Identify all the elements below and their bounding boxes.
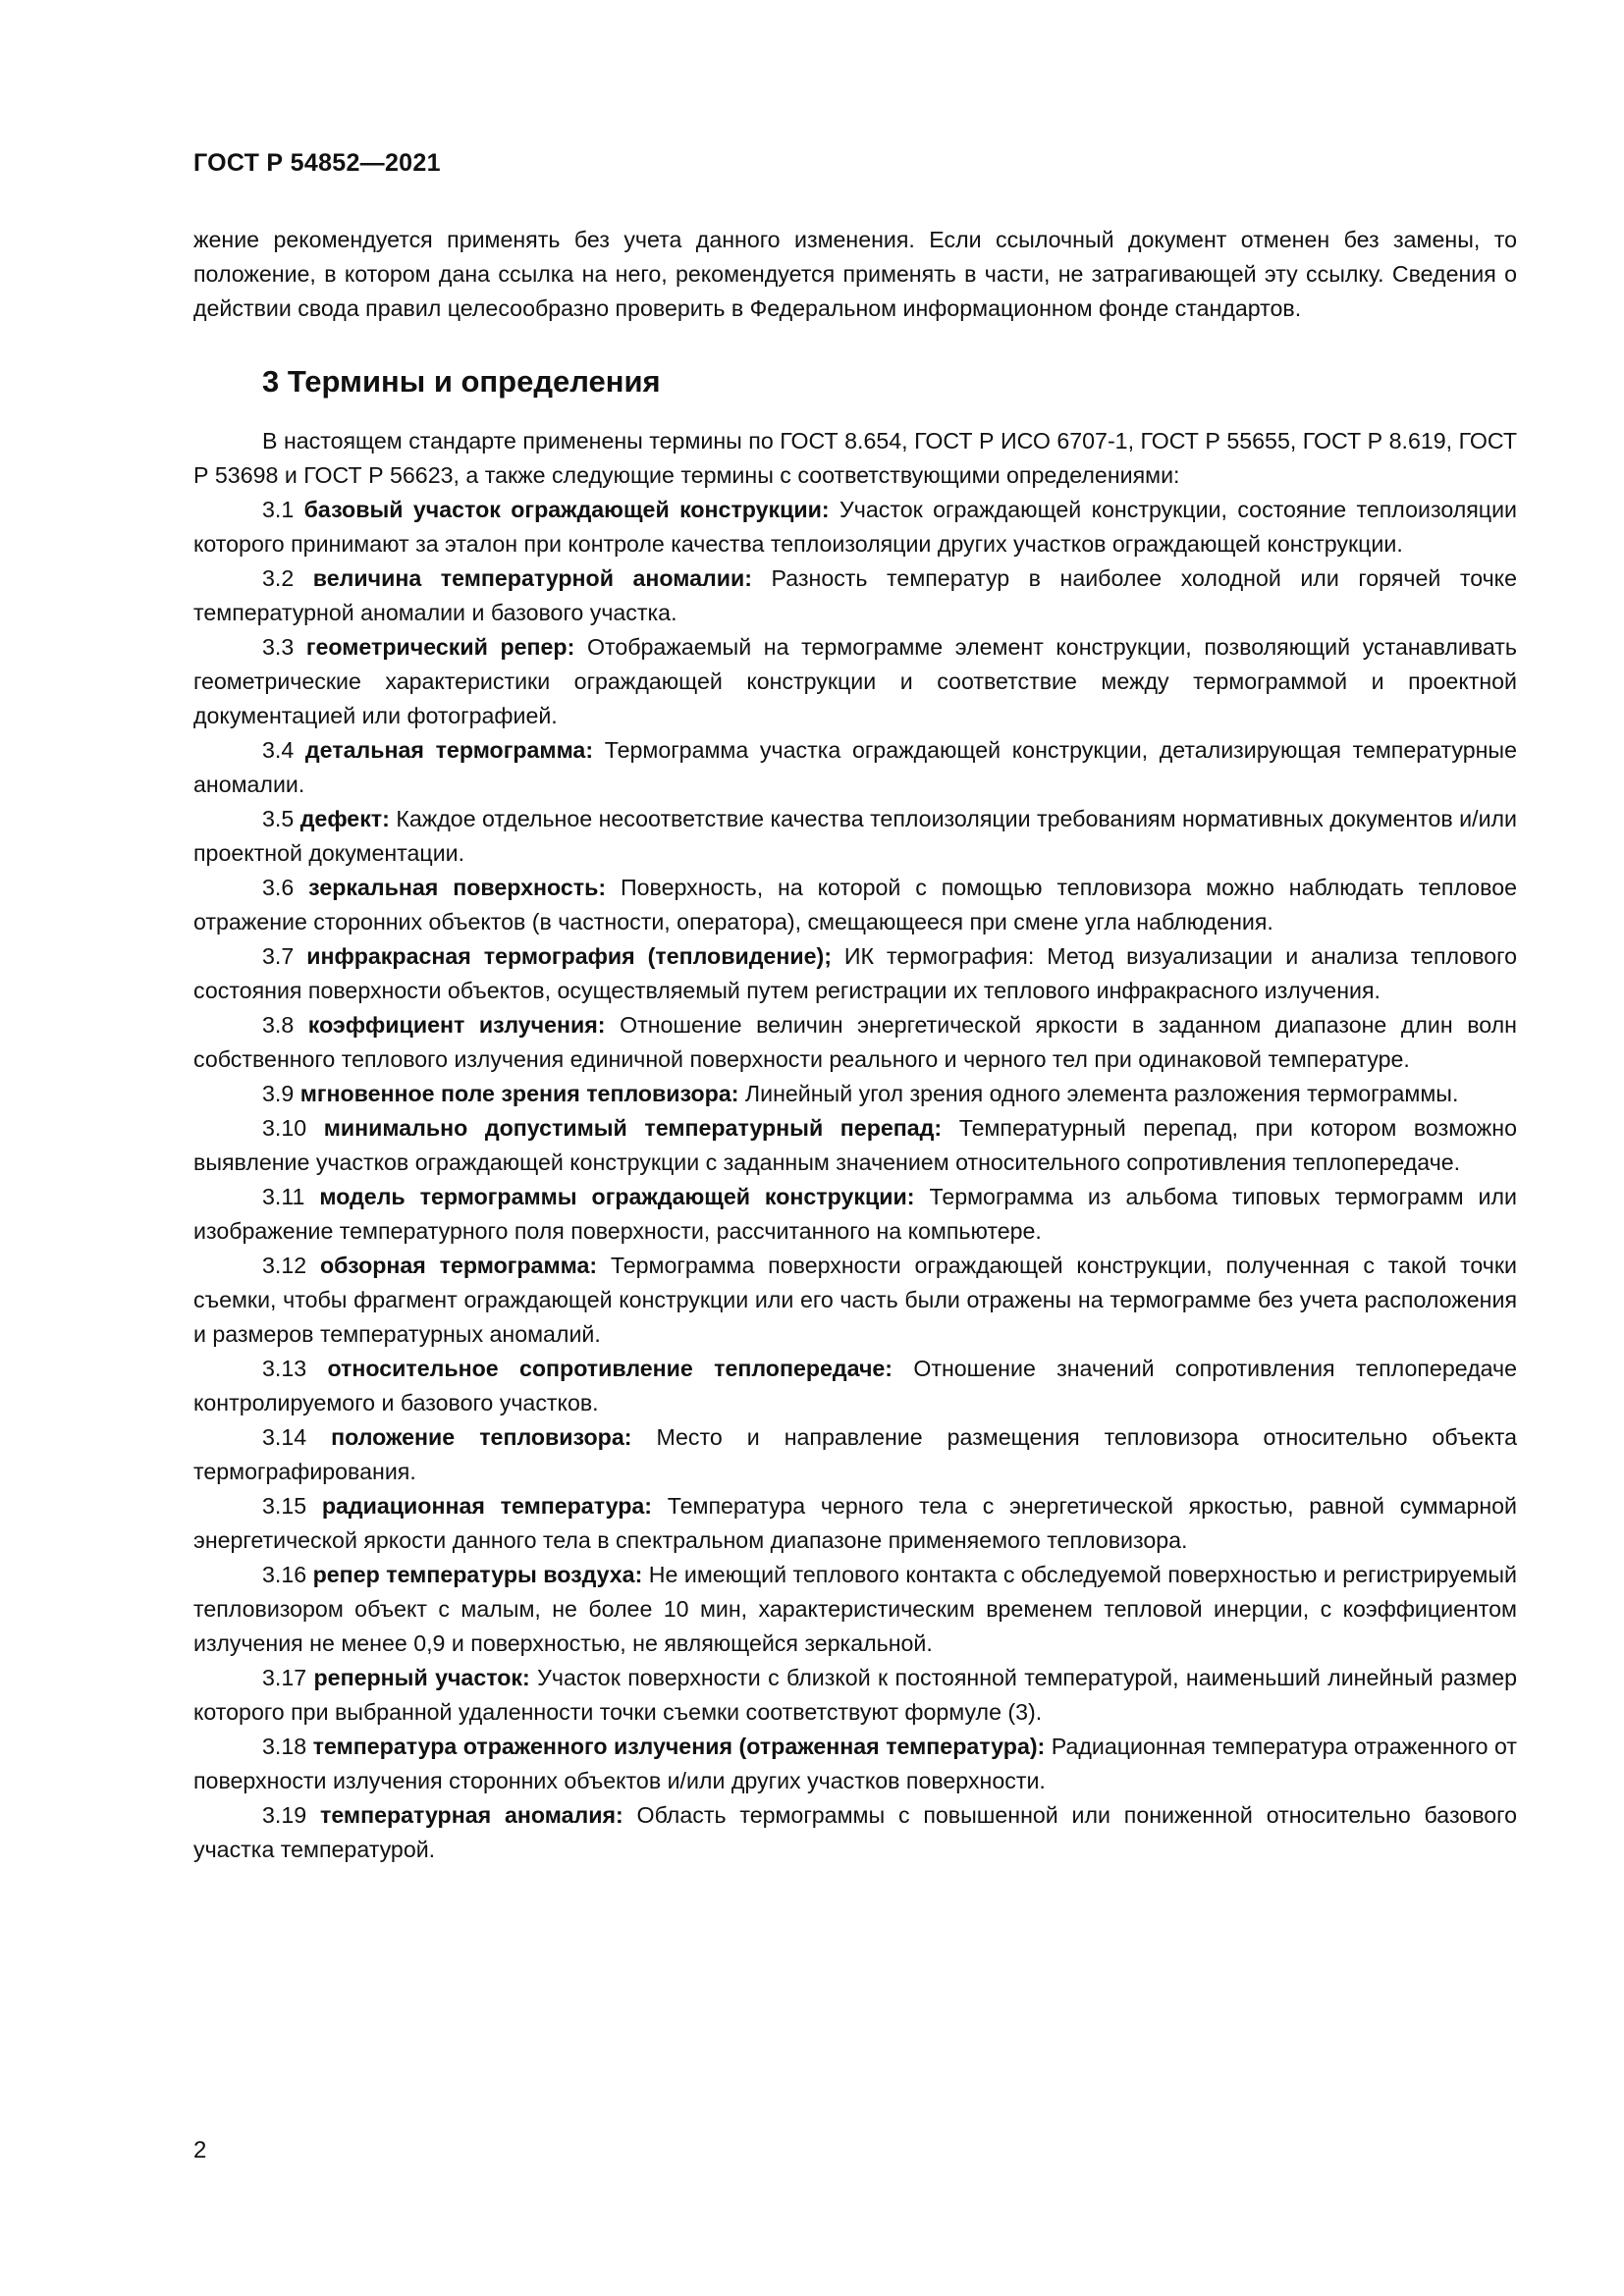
term-number: 3.16	[262, 1562, 307, 1587]
term-definition: Участок ограждающей конструкции, состояние теплоизоляции которого принимают за эталон при контроле качества теплоизоляции других участков ограждающей конструкции.	[193, 497, 1517, 557]
term-entry	[193, 1558, 1517, 1661]
term-entry	[193, 493, 1517, 561]
term-name: относительное сопротивление теплопередаче:	[327, 1356, 893, 1381]
term-definition: Термограмма из альбома типовых термограмм или изображение температурного поля поверхности, рассчитанного на компьютере.	[193, 1184, 1517, 1244]
term-definition: Участок поверхности с близкой к постоянной температурой, наименьший линейный размер которого при выбранной удаленности точки съемки соответствуют формуле (3).	[193, 1665, 1517, 1725]
term-entry	[193, 630, 1517, 733]
term-entry	[193, 1798, 1517, 1867]
term-name: репер температуры воздуха:	[312, 1562, 643, 1587]
term-name: геометрический репер:	[305, 634, 575, 660]
term-definition: Радиационная температура отраженного от поверхности излучения сторонних объектов и/или других участков поверхности.	[193, 1734, 1517, 1793]
term-entry	[193, 733, 1517, 802]
term-definition: Отношение значений сопротивления теплопередаче контролируемого и базового участков.	[193, 1356, 1517, 1415]
document-header: ГОСТ Р 54852—2021	[193, 149, 441, 177]
term-number: 3.5	[262, 806, 295, 831]
term-name: коэффициент излучения:	[307, 1012, 606, 1038]
term-name: базовый участок ограждающей конструкции:	[303, 497, 830, 522]
term-definition: Термограмма участка ограждающей конструкции, детализирующая температурные аномалии.	[193, 737, 1517, 797]
term-name: минимально допустимый температурный перепад:	[323, 1115, 943, 1141]
term-definition: Температура черного тела с энергетической яркостью, равной суммарной энергетической яркости данного тела в спектральном диапазоне применяемого тепловизора.	[193, 1493, 1517, 1553]
term-number: 3.12	[262, 1253, 307, 1278]
section-title: 3 Термины и определения	[262, 364, 661, 399]
term-entry	[193, 561, 1517, 630]
term-number: 3.15	[262, 1493, 307, 1519]
term-number: 3.4	[262, 737, 295, 763]
term-definition: Отображаемый на термограмме элемент конструкции, позволяющий устанавливать геометрические характеристики ограждающей конструкции и соответствие между термограммой и проектной документацией или фотографией.	[193, 634, 1517, 728]
term-definition: Отношение величин энергетической яркости в заданном диапазоне длин волн собственного теплового излучения единичной поверхности реального и черного тел при одинаковой температуре.	[193, 1012, 1517, 1072]
term-number: 3.8	[262, 1012, 295, 1038]
term-number: 3.10	[262, 1115, 307, 1141]
term-number: 3.14	[262, 1424, 307, 1450]
term-definition: Разность температур в наиболее холодной или горячей точке температурной аномалии и базового участка.	[193, 565, 1517, 625]
term-entry	[193, 1008, 1517, 1077]
term-definition: ИК термография: Метод визуализации и анализа теплового состояния поверхности объектов, осуществляемый путем регистрации их теплового инфракрасного излучения.	[193, 943, 1517, 1003]
term-number: 3.2	[262, 565, 295, 591]
term-entry	[193, 802, 1517, 871]
page-number: 2	[193, 2137, 207, 2163]
term-name: модель термограммы ограждающей конструкции:	[319, 1184, 915, 1209]
term-number: 3.6	[262, 875, 295, 900]
term-definition: Термограмма поверхности ограждающей конструкции, полученная с такой точки съемки, чтобы фрагмент ограждающей конструкции или его часть были отражены на термограмме без учета расположения и размеров температурных аномалий.	[193, 1253, 1517, 1347]
term-number: 3.9	[262, 1081, 295, 1106]
term-name: температурная аномалия:	[319, 1802, 623, 1828]
term-number: 3.19	[262, 1802, 307, 1828]
section-lead-paragraph: В настоящем стандарте применены термины по ГОСТ 8.654, ГОСТ Р ИСО 6707-1, ГОСТ Р 55655, ГОСТ Р 8.619, ГОСТ Р 53698 и ГОСТ Р 56623, а также следующие термины с соответствующими определениями:	[193, 428, 1517, 488]
term-name: мгновенное поле зрения тепловизора:	[299, 1081, 739, 1106]
term-number: 3.18	[262, 1734, 307, 1759]
page-body	[193, 223, 1517, 1867]
term-entry	[193, 871, 1517, 939]
term-name: дефект:	[299, 806, 390, 831]
term-number: 3.13	[262, 1356, 307, 1381]
term-entry	[193, 1352, 1517, 1420]
term-number: 3.7	[262, 943, 295, 969]
term-entry	[193, 1111, 1517, 1180]
term-entry	[193, 1661, 1517, 1730]
term-entry	[193, 1249, 1517, 1352]
term-name: детальная термограмма:	[304, 737, 594, 763]
term-name: радиационная температура:	[321, 1493, 653, 1519]
term-definition: Линейный угол зрения одного элемента разложения термограммы.	[744, 1081, 1459, 1106]
term-entry	[193, 939, 1517, 1008]
term-name: зеркальная поверхность:	[308, 875, 607, 900]
term-number: 3.17	[262, 1665, 307, 1690]
term-entry	[193, 1730, 1517, 1798]
term-definition: Каждое отдельное несоответствие качества теплоизоляции требованиям нормативных документов и/или проектной документации.	[193, 806, 1517, 866]
term-name: инфракрасная термография (тепловидение);	[306, 943, 832, 969]
term-number: 3.3	[262, 634, 295, 660]
term-name: реперный участок:	[313, 1665, 530, 1690]
term-number: 3.11	[262, 1184, 305, 1209]
term-entry	[193, 1180, 1517, 1249]
term-name: положение тепловизора:	[331, 1424, 632, 1450]
term-definition: Поверхность, на которой с помощью тепловизора можно наблюдать тепловое отражение сторонних объектов (в частности, оператора), смещающееся при смене угла наблюдения.	[193, 875, 1518, 934]
term-entry	[193, 1489, 1517, 1558]
term-entry	[193, 1420, 1517, 1489]
term-definition: Место и направление размещения тепловизора относительно объекта термографирования.	[193, 1424, 1517, 1484]
term-definition: Не имеющий теплового контакта с обследуемой поверхностью и регистрируемый тепловизором объект с малым, не более 10 мин, характеристическим временем тепловой инерции, с коэффициентом излучения не менее 0,9 и поверхностью, не являющейся зеркальной.	[193, 1562, 1517, 1656]
term-name: температура отраженного излучения (отраженная температура):	[312, 1734, 1046, 1759]
terms-list	[193, 493, 1517, 1867]
term-entry	[193, 1077, 1517, 1111]
term-name: величина температурной аномалии:	[312, 565, 752, 591]
term-definition: Температурный перепад, при котором возможно выявление участков ограждающей конструкции с заданным значением относительного сопротивления теплопередаче.	[193, 1115, 1517, 1175]
term-definition: Область термограммы с повышенной или пониженной относительно базового участка температурой.	[193, 1802, 1518, 1862]
term-name: обзорная термограмма:	[319, 1253, 598, 1278]
term-number: 3.1	[262, 497, 295, 522]
intro-paragraph: жение рекомендуется применять без учета данного изменения. Если ссылочный документ отменен без замены, то положение, в котором дана ссылка на него, рекомендуется применять в части, не затрагивающей эту ссылку. Сведения о действии свода правил целесообразно проверить в Федеральном информационном фонде стандартов.	[193, 227, 1517, 321]
